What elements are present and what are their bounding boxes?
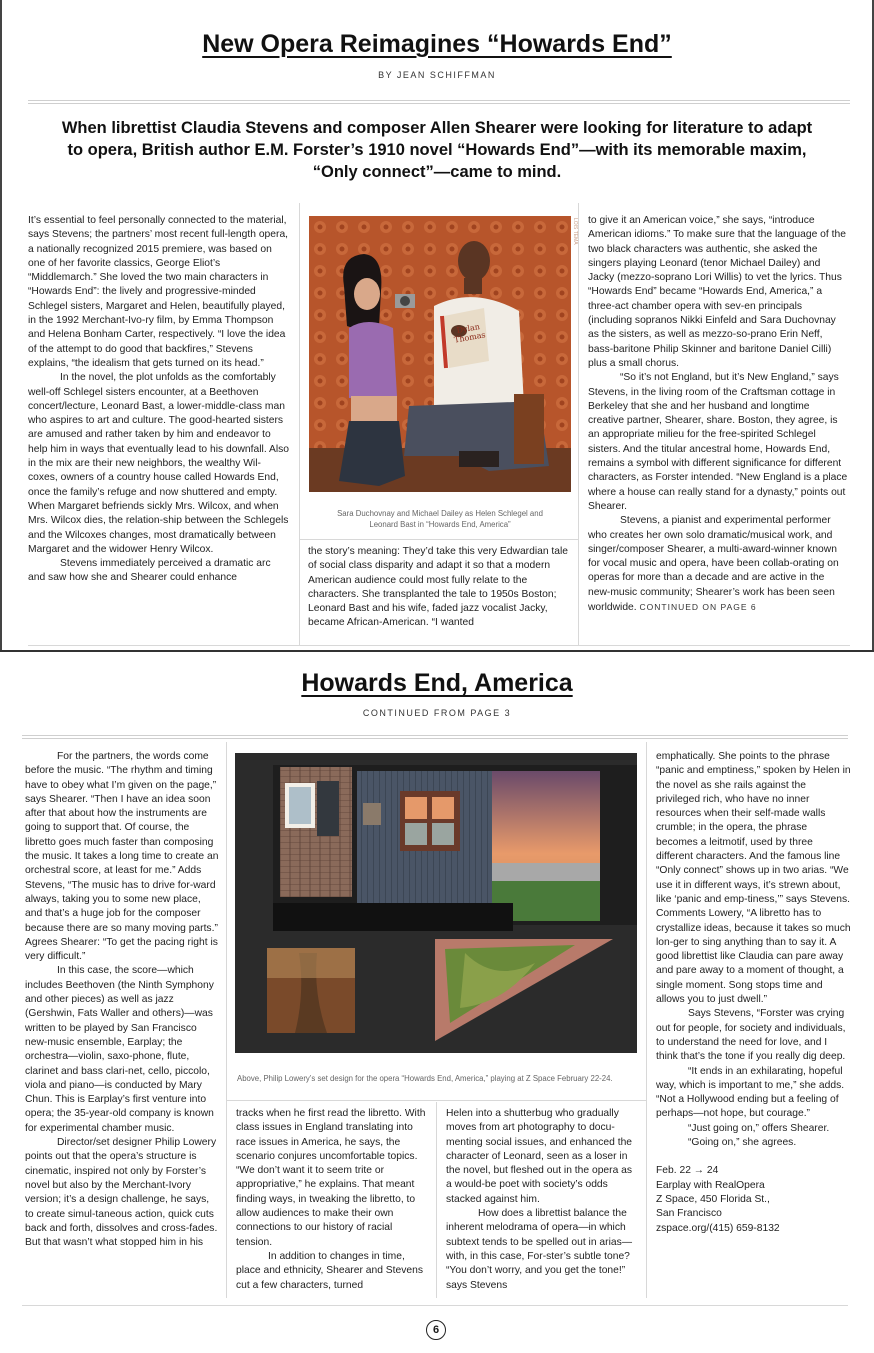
- cast-photo-image: [309, 216, 571, 492]
- column-1: [25, 750, 220, 1250]
- paragraph: Stevens immediately perceived a dramatic arc and saw how she and Shearer could enhance: [28, 558, 271, 584]
- paragraph: “Just going on,” offers Shearer.: [688, 1122, 830, 1134]
- column-divider: [299, 203, 300, 645]
- paragraph: How does a librettist balance the inherent melodrama of opera—in which subtext tends to be spelled out in arias—with, in this case, For-ster’s subtle tone? “You don’t worry, and you get the tone!” says Stevens: [446, 1208, 633, 1291]
- title-rule: [22, 735, 848, 739]
- caption-rule: [227, 1100, 646, 1101]
- paragraph: Says Stevens, “Forster was crying out for people, for society and individuals, to understand the need for love, and I think that’s the tone if you really dig deep.: [656, 1008, 846, 1063]
- column-2: [236, 1107, 430, 1293]
- photo-credit: LOIS TEMA: [572, 218, 578, 245]
- cast-photo: [309, 216, 571, 492]
- bottom-rule: [28, 645, 850, 646]
- paragraph: “It ends in an exhilarating, hopeful way, which is important to me,” she adds. “Not a Hollywood ending but a feeling of perhaps—not hope, but courage.”: [656, 1065, 845, 1120]
- paragraph-text: Stevens, a pianist and experimental performer who creates her own solo dramatic/musical work, and singer/composer Shearer, a multi-award-winner known for vocal music and opera, have been collab-orating on operas for more than a decade and are active in the new-music community; Shearer’s work has been seen worldwide.: [588, 515, 839, 614]
- caption-rule: [300, 539, 578, 540]
- event-venue: Z Space, 450 Florida St.,: [656, 1193, 770, 1205]
- page-number: 6: [426, 1320, 446, 1340]
- byline: BY JEAN SCHIFFMAN: [378, 70, 496, 80]
- title-rule: [28, 100, 850, 104]
- continued-from: CONTINUED FROM PAGE 3: [362, 708, 512, 718]
- paragraph: Helen into a shutterbug who gradually moves from art photography to docu-menting social issues, and enhanced the character of Leonard, seen as a loser in the novel, but fleshed out in the opera as a would-be poet with society’s odds stacked against him.: [446, 1108, 633, 1205]
- bottom-rule: [22, 1305, 848, 1306]
- paragraph: “Going on,” she agrees.: [688, 1137, 797, 1149]
- article-title: New Opera Reimagines “Howards End”: [202, 30, 672, 58]
- paragraph: emphatically. She points to the phrase “panic and emptiness,” spoken by Helen in the novel as she rails against the privileged rich, who have no inner resources when their self-made walls crumble; in the opera, the phrase becomes a leitmotif, used by three different characters. And the famous line “Only connect” shows up in two arias. “We use it in different ways, it’s strewn about, like ‘panic and emp-tiness,’” says Stevens. Comments Lowery, “A libretto has to crystallize ideas, because it takes so much lon-ger to sing anything than to say it. A good librettist like Claudia can pare away and pare away to a moment of thought, a single moment. Song stops time and allows you to just dwell.”: [656, 751, 851, 1006]
- paragraph: It’s essential to feel personally connected to the material, says Stevens; the partners’ most recent full-length opera, a nationally recognized 2015 premiere, was based on one of her favorite classics, George Eliot’s “Middlemarch.” She loved the two main characters in “Howards End”: the lively and progressive-minded Schlegel sisters, Margaret and Helen, beautifully played, in the 1992 Merchant-Ivo-ry film, by Emma Thompson and Helena Bonham Carter, respectively. “I love the idea of the attempt to do good that backfires,” Stevens explains, “the idealism that gets turned on its head.”: [28, 215, 289, 369]
- continued-link[interactable]: CONTINUED ON PAGE 6: [639, 602, 757, 613]
- article-title: Howards End, America: [301, 669, 573, 697]
- set-design-image: [235, 753, 637, 1053]
- event-contact[interactable]: zspace.org/(415) 659-8132: [656, 1222, 780, 1234]
- lede: When librettist Claudia Stevens and composer Allen Shearer were looking for literature to adapt to opera, British author E.M. Forster’s 1910 novel “Howards End”—with its memorable maxim, “Only connect”—came to mind.: [61, 119, 813, 181]
- paragraph: In this case, the score—which includes Beethoven (the Ninth Symphony and other pieces) as well as jazz (Gershwin, Fats Waller and others)—was written to be played by San Francisco new-music ensemble, Earplay; the orchestra—violin, saxo-phone, flute, clarinet and bass clari-net, cello, piccolo, viola and piano—is conducted by Mary Chun. This is Earplay’s first venture into opera; the 35-year-old company is known for experimental chamber music.: [25, 965, 214, 1134]
- column-divider: [436, 1102, 437, 1298]
- set-design-render: [235, 753, 637, 1053]
- column-3: [588, 214, 848, 615]
- column-2: [308, 545, 570, 631]
- photo-caption: Sara Duchovnay and Michael Dailey as Helen Schlegel and Leonard Bast in “Howards End, America”: [337, 509, 543, 529]
- paragraph: tracks when he first read the libretto. With class issues in England translating into race issues in America, he says, the scenario conjures uncomfortable topics. “We don’t want it to seem trite or appropriative,” he explains. That meant finding ways, in tweaking the libretto, to allow audiences to make their own connections to our history of racial tension.: [236, 1108, 426, 1248]
- paragraph: In the novel, the plot unfolds as the comfortably well-off Schlegel sisters encounter, at a Beethoven concert/lecture, Leonard Bast, a lower-middle-class man who aspires to art and culture. The good-hearted sisters are amused and rather taken by him and endeavor to help him in ways that eventually lead to his downfall. Also in the mix are their new neighbors, the wealthy Wil-coxes, owners of a country house called Howards End, once the family’s refuge and now shuttered and empty. When Margaret befriends sickly Mrs. Wilcox, and when Mrs. Wilcox dies, the relation-ship between the Schlegels and the Wilcoxes changes, most dramatically between Margaret and the widower Henry Wilcox.: [28, 372, 290, 555]
- paragraph: Director/set designer Philip Lowery points out that the opera’s structure is cinematic, inspired not only by Forster’s novel but also by the Merchant-Ivory version; it’s a design challenge, he says, to create simul-taneous action, quick cuts back and forth, dissolves and cross-fades. But that wasn’t what stopped him in his: [25, 1137, 218, 1249]
- set-caption: Above, Philip Lowery’s set design for the opera “Howards End, America,” playing at Z Space February 22-24.: [237, 1074, 613, 1083]
- paragraph: “So it’s not England, but it’s New England,” says Stevens, in the living room of the Craftsman cottage in Berkeley that she and her husband and longtime creative partner, Shearer, share. Boston, they agree, is an appropriate milieu for the free-spirited Schlegel sisters. And the titular ancestral home, Howards End, remains a symbol with different significance for different characters, as Forster intended. “New England is a place where a house can really stand for a dynasty,” points out Shearer.: [588, 372, 848, 512]
- column-1: [28, 214, 290, 586]
- event-city: San Francisco: [656, 1208, 722, 1220]
- column-divider: [578, 203, 579, 645]
- page-edge-left: [0, 0, 2, 650]
- paragraph: to give it an American voice,” she says, “introduce American idioms.” To make sure that the language of the two black characters was authentic, she asked the singers playing Leonard (tenor Michael Dailey) and Jacky (mezzo-soprano Lori Willis) to vet the lyrics. Thus “Howards End” became “Howards End, America,” a three-act chamber opera with sev-en principals (including sopranos Nikki Einfeld and Sara Duchovnay as the sisters, as well as mezzo-so-prano Erin Neff, bass-baritone Philip Skinner and baritone Daniel Cilli) plus a small chorus.: [588, 215, 846, 369]
- paragraph: the story’s meaning: They’d take this very Edwardian tale of social class disparity and adapt it so that a modern American audience could most fully relate to the characters. She transplanted the tale to 1950s Boston; Leonard Bast and his wife, faded jazz vocalist Jacky, became African-American. “I wanted: [308, 546, 569, 629]
- event-presenter: Earplay with RealOpera: [656, 1179, 765, 1191]
- event-date: Feb. 22 → 24: [656, 1165, 719, 1177]
- column-divider: [226, 742, 227, 1298]
- page-article-1: [0, 0, 874, 650]
- column-4: [656, 750, 851, 1236]
- paragraph: [588, 514, 848, 615]
- paragraph: In addition to changes in time, place and ethnicity, Shearer and Stevens cut a few characters, turned: [236, 1250, 423, 1291]
- column-3: [446, 1107, 640, 1293]
- book-cover-text: Dylan Thomas: [453, 322, 487, 345]
- paragraph: For the partners, the words come before the music. “The rhythm and timing have to obey what I’m given on the page,” says Shearer. “Then I have an idea soon after that about how the instruments are going to support that. Of course, the libretto goes much faster than composing the music. It takes a long time to create an orchestral score, at least for me.” Adds Stevens, “The music has to drive for-ward always, taking you to some new place, and that’s a huge job for the composer because there are so many moving parts.” Agrees Shearer: “To get the pacing right is very difficult.”: [25, 751, 219, 963]
- column-divider: [646, 742, 647, 1298]
